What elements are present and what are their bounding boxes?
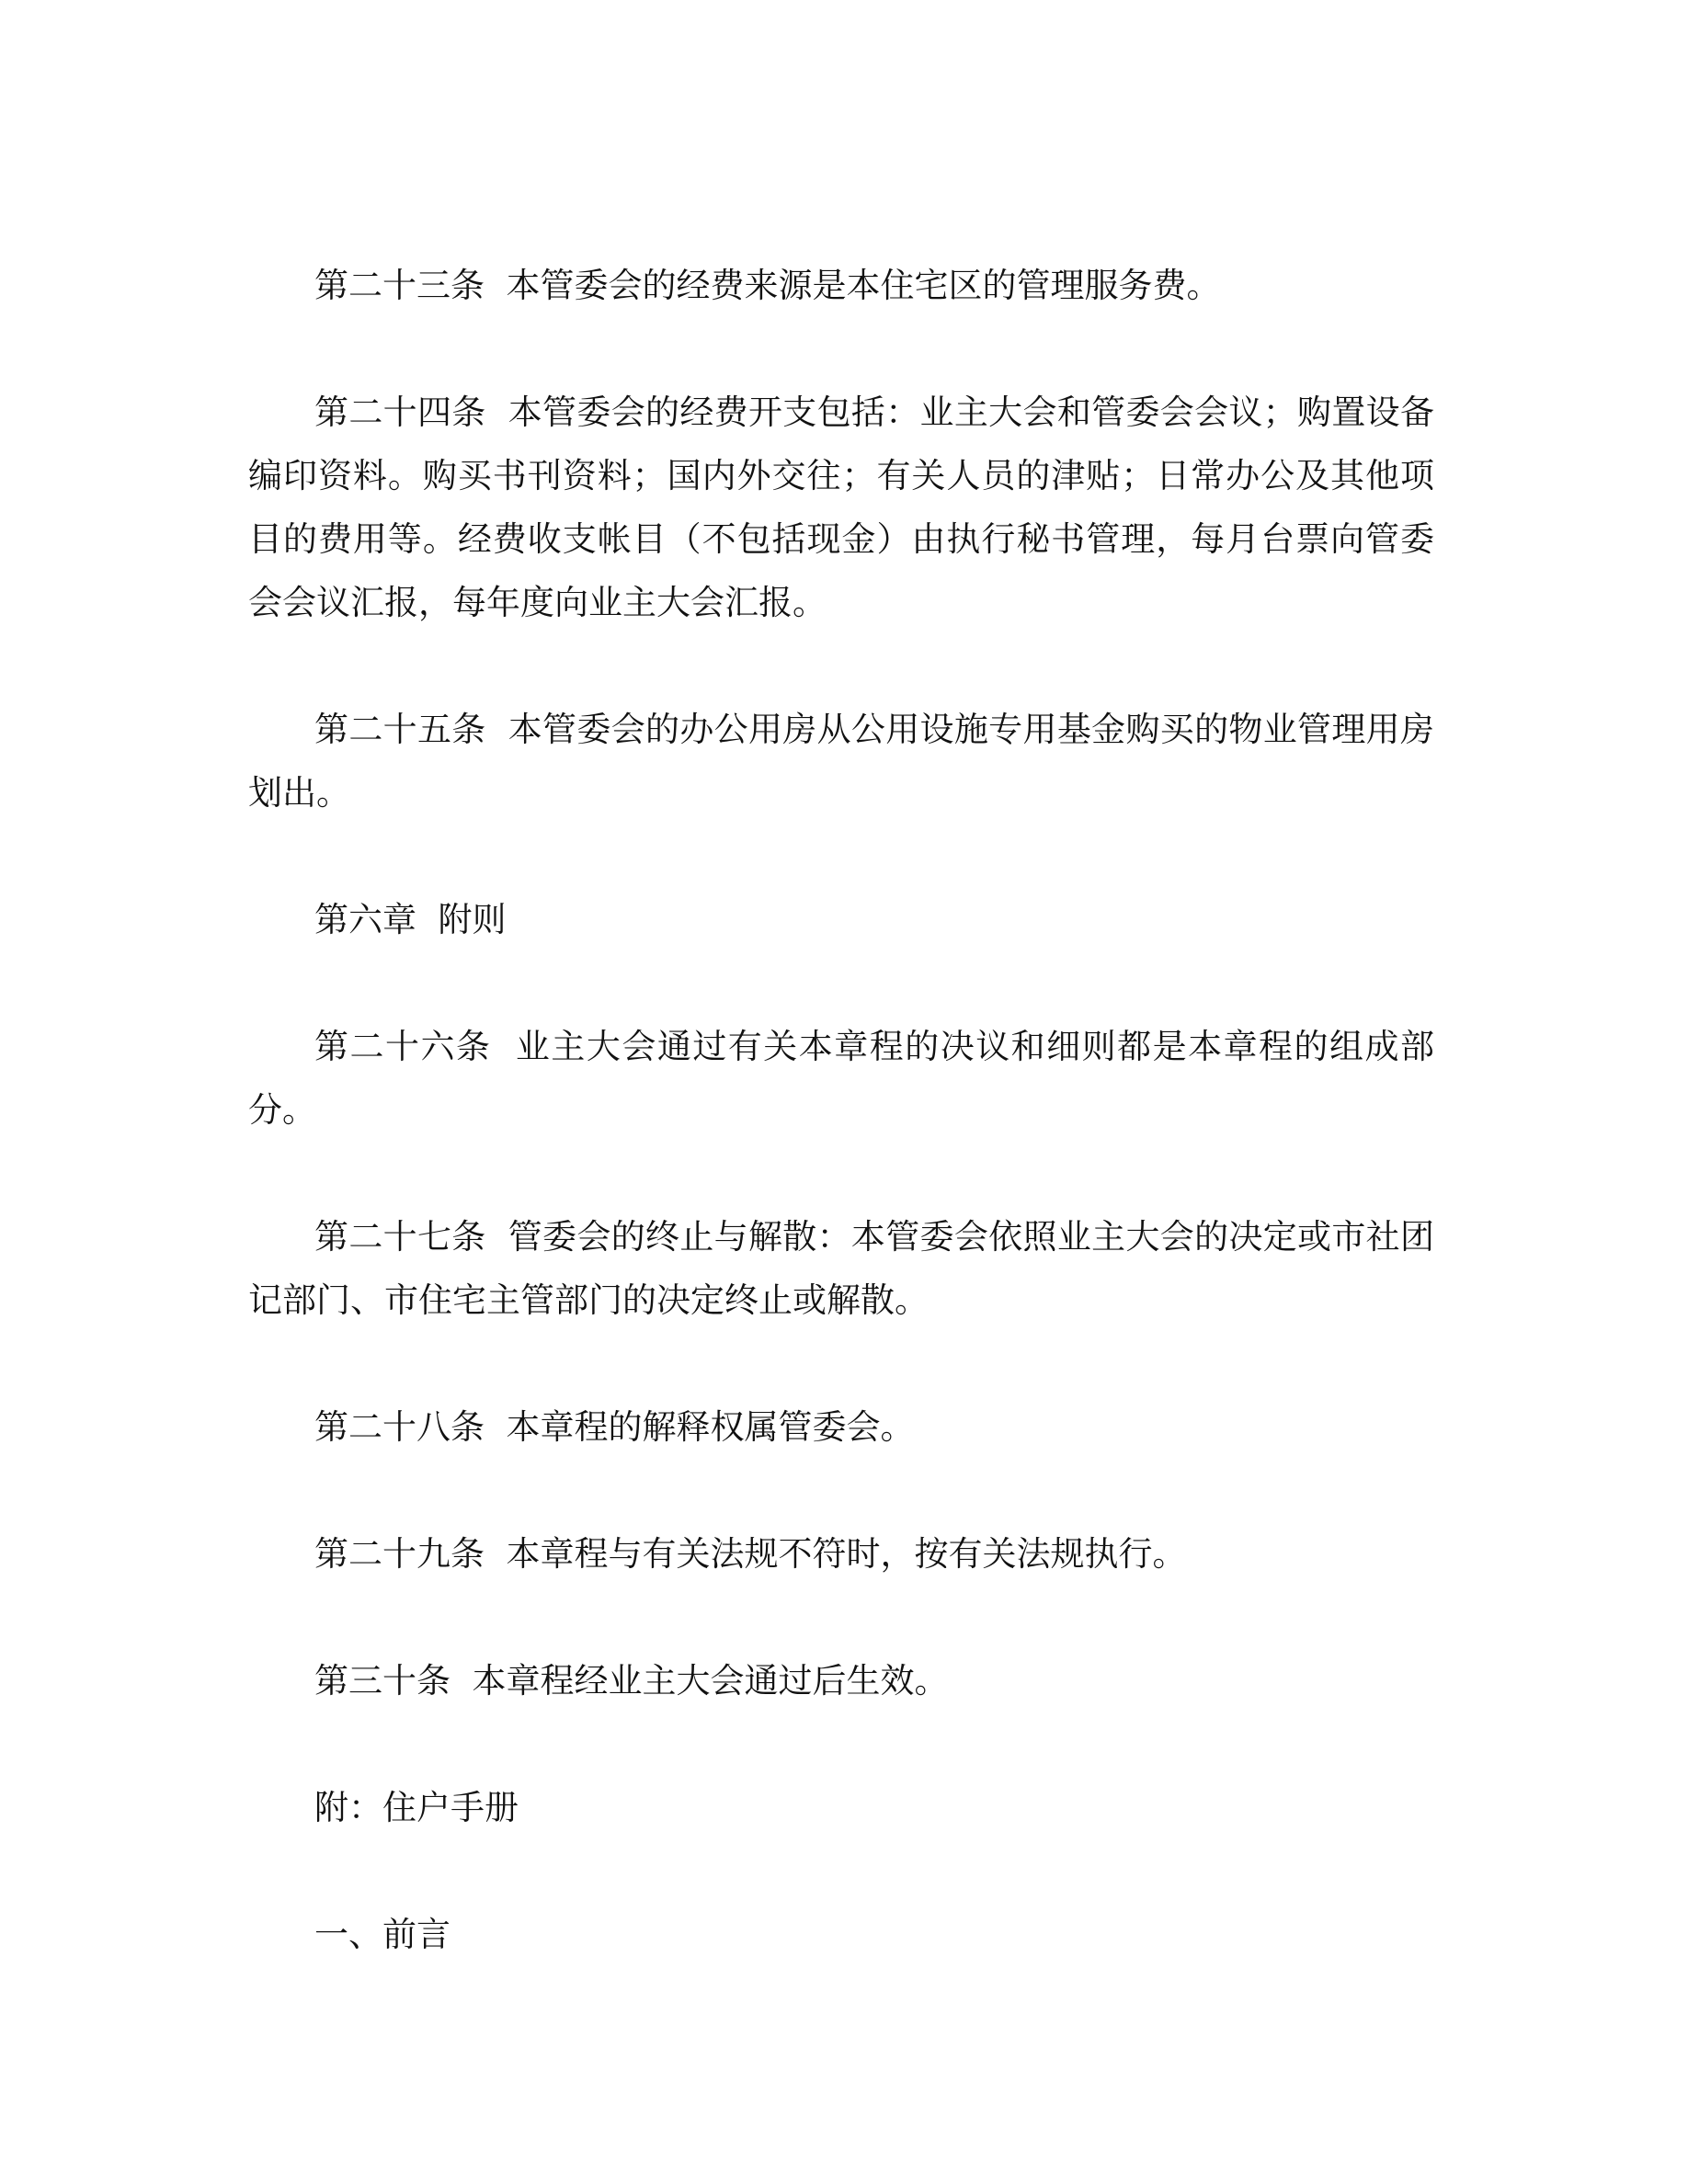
chapter-6-heading: 第六章 附则 [314,900,507,939]
article-27-paragraph: 第二十七条 管委会的终止与解散：本管委会依照业主大会的决定或市社团记部门、市住宅主管部门的决定终止或解散。 [248,1217,1434,1320]
article-29-paragraph: 第二十九条 本章程与有关法规不符时，按有关法规执行。 [314,1534,1187,1574]
preface-heading: 一、前言 [314,1915,451,1954]
appendix-heading: 附：住户手册 [314,1788,519,1827]
article-25-paragraph: 第二十五条 本管委会的办公用房从公用设施专用基金购买的物业管理用房划出。 [248,710,1434,813]
article-28-paragraph: 第二十八条 本章程的解释权属管委会。 [314,1407,915,1447]
article-30-paragraph: 第三十条 本章程经业主大会通过后生效。 [314,1661,949,1701]
article-24-paragraph: 第二十四条 本管委会的经费开支包括：业主大会和管委会会议；购置设备编印资料。购买书刊资料；国内外交往；有关人员的津贴；日常办公及其他项目的费用等。经费收支帐目（不包括现金）由执行秘书管理，每月台票向管委会会议汇报，每年度向业主大会汇报。 [248,392,1434,622]
article-26-paragraph: 第二十六条 业主大会通过有关本章程的决议和细则都是本章程的组成部分。 [248,1027,1434,1130]
article-23-paragraph: 第二十三条 本管委会的经费来源是本住宅区的管理服务费。 [314,266,1221,305]
document-body [248,254,1434,2030]
